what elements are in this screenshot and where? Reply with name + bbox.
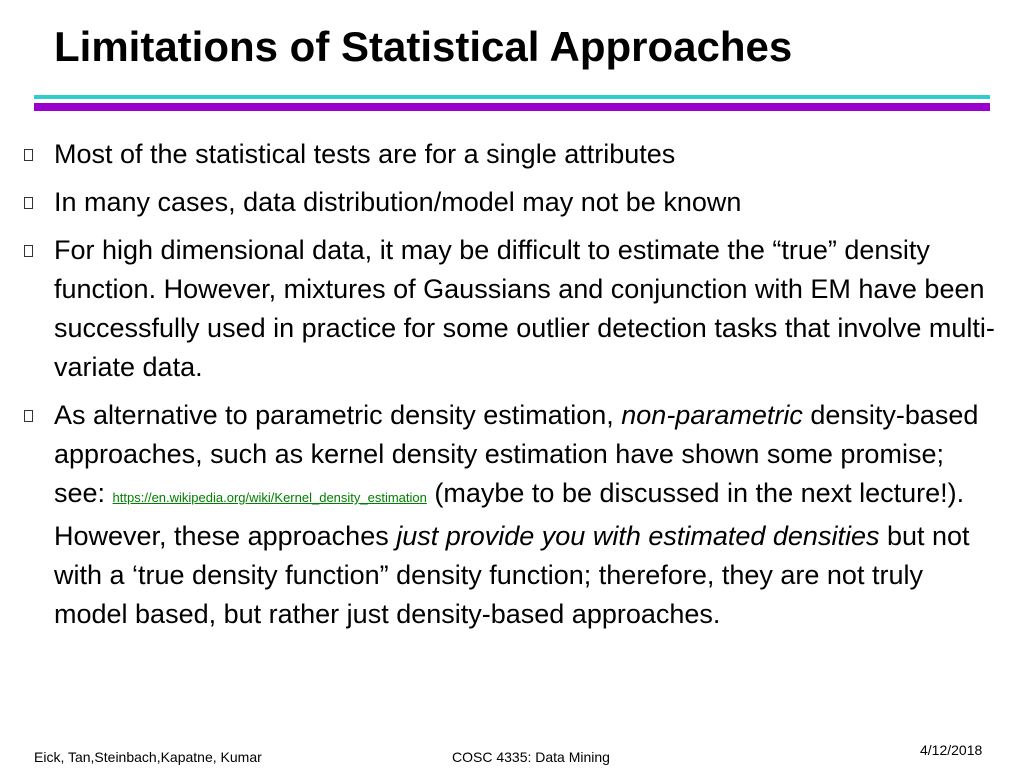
bullet-item (24, 135, 1000, 174)
bullet-text: In many cases, data distribution/model may not be known (54, 187, 742, 217)
footer-authors: Eick, Tan,Steinbach,Kapatne, Kumar (34, 749, 262, 765)
bullet-text-part: As alternative to parametric density estimation, (54, 400, 622, 430)
bullet-square-icon (24, 245, 33, 257)
bullet-item (24, 231, 1000, 387)
bullet-text-part: density-based approaches, such as kernel density estimation have shown some promise; see: (54, 400, 979, 508)
bullet-text-part: but not with a ‘true density function” density function; therefore, they are not truly model based, but rather just density-based approaches. (54, 521, 970, 629)
title-rule-purple (34, 103, 990, 111)
bullet-item (24, 183, 1000, 222)
footer-course: COSC 4335: Data Mining (452, 749, 610, 765)
title-rule-gap (34, 99, 990, 102)
kde-wikipedia-link[interactable]: https://en.wikipedia.org/wiki/Kernel_density_estimation (112, 490, 427, 505)
bullet-text: For high dimensional data, it may be difficult to estimate the “true” density function. However, mixtures of Gaussians and conjunction with EM have been successfully used in practice for some outlier detection tasks that involve multi-variate data. (54, 235, 995, 382)
bullet-list (24, 135, 1000, 643)
slide-title: Limitations of Statistical Approaches (54, 23, 793, 70)
footer-date: 4/12/2018 (920, 742, 983, 758)
bullet-square-icon (24, 149, 33, 161)
bullet-square-icon (24, 410, 33, 422)
bullet-item (24, 396, 1000, 634)
bullet-text-part: (maybe to be discussed in the next lecture!). However, these approaches (54, 478, 965, 551)
bullet-italic-text: non-parametric (621, 400, 803, 430)
bullet-text: Most of the statistical tests are for a single attributes (54, 139, 676, 169)
bullet-square-icon (24, 197, 33, 209)
bullet-italic-text: just provide you with estimated densities (396, 521, 880, 551)
